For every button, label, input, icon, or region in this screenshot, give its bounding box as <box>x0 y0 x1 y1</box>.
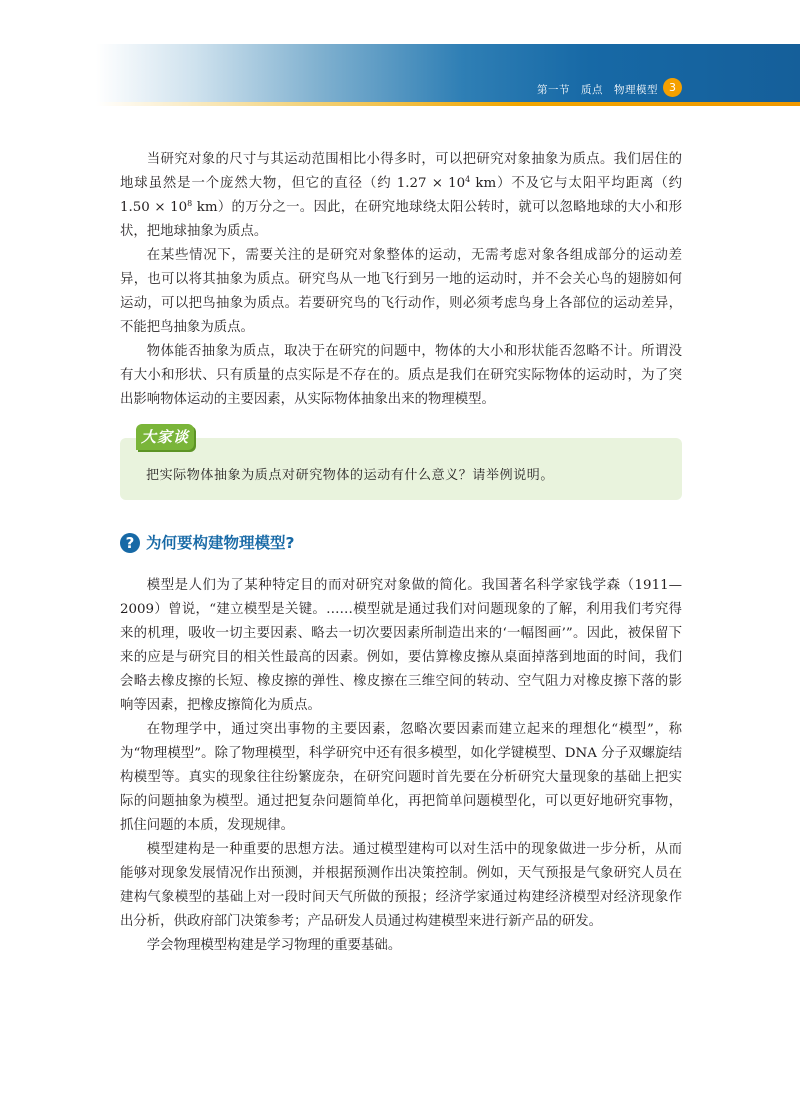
paragraph-text: km）的万分之一。因此，在研究地球绕太阳公转时，就可以忽略地球的大小和形状，把地球抽象为质点。 <box>120 200 682 239</box>
section-heading: 为何要构建物理模型? <box>146 534 295 552</box>
paragraph-bird-example: 在某些情况下，需要关注的是研究对象整体的运动，无需考虑对象各组成部分的运动差异，也可以将其抽象为质点。研究鸟从一地飞行到另一地的运动时，并不会关心鸟的翅膀如何运动，可以把鸟抽象为质点。若要研究鸟的飞行动作，则必须考虑鸟身上各部位的运动差异，不能把鸟抽象为质点。 <box>120 248 682 335</box>
paragraph-physical-model: 在物理学中，通过突出事物的主要因素，忽略次要因素而建立起来的理想化“模型”，称为“物理模型”。除了物理模型，科学研究中还有很多模型，如化学键模型、DNA 分子双螺旋结构模型等。真实的现象往往纷繁庞杂，在研究问题时首先要在分析研究大量现象的基础上把实际的问题抽象为模型。通过把复杂问题简单化，再把简单问题模型化，可以更好地研究事物，抓住问题的本质，发现规律。 <box>120 722 682 833</box>
body-text-top <box>120 148 682 412</box>
body-text-bottom <box>120 574 682 958</box>
paragraph-conclusion: 学会物理模型构建是学习物理的重要基础。 <box>146 938 402 953</box>
paragraph-model-construction: 模型建构是一种重要的思想方法。通过模型建构可以对生活中的现象做进一步分析，从而能够对现象发展情况作出预测，并根据预测作出决策控制。例如，天气预报是气象研究人员在建构气象模型的基础上对一段时间天气所做的预报；经济学家通过构建经济模型对经济现象作出分析，供政府部门决策参考；产品研发人员通过构建模型来进行新产品的研发。 <box>120 842 682 929</box>
discussion-question: 把实际物体抽象为质点对研究物体的运动有什么意义？请举例说明。 <box>146 468 555 483</box>
paragraph-text: km）不及它与太阳平均距离（约 1.50 × 10 <box>120 176 682 215</box>
page-number-badge: 3 <box>663 78 682 97</box>
exponent: 8 <box>187 199 193 208</box>
question-mark-icon: ? <box>120 533 140 553</box>
paragraph-model-definition: 模型是人们为了某种特定目的而对研究对象做的简化。我国著名科学家钱学森（1911—2009）曾说，“建立模型是关键。……模型就是通过我们对问题现象的了解，利用我们考究得来的机理，吸收一切主要因素、略去一切次要因素所制造出来的‘一幅图画’”。因此，被保留下来的应是与研究目的相关性最高的因素。例如，要估算橡皮擦从桌面掉落到地面的时间，我们会略去橡皮擦的长短、橡皮擦的弹性、橡皮擦在三维空间的转动、空气阻力对橡皮擦下落的影响等因素，把橡皮擦简化为质点。 <box>120 578 682 713</box>
exponent: 4 <box>465 175 471 184</box>
paragraph-point-mass-definition: 物体能否抽象为质点，取决于在研究的问题中，物体的大小和形状能否忽略不计。所谓没有大小和形状、只有质量的点实际是不存在的。质点是我们在研究实际物体的运动时，为了突出影响物体运动的主要因素，从实际物体抽象出来的物理模型。 <box>120 344 682 407</box>
discussion-tag: 大家谈 <box>136 424 194 450</box>
paragraph-point-mass-earth <box>120 148 682 244</box>
chapter-section-label: 第一节 质点 物理模型 <box>537 84 658 96</box>
header-accent-stripe <box>96 102 800 106</box>
paragraph-text: 当研究对象的尺寸与其运动范围相比小得多时，可以把研究对象抽象为质点。我们居住的地球虽然是一个庞然大物，但它的直径（约 1.27 × 10 <box>120 152 682 191</box>
header-banner <box>96 44 800 102</box>
